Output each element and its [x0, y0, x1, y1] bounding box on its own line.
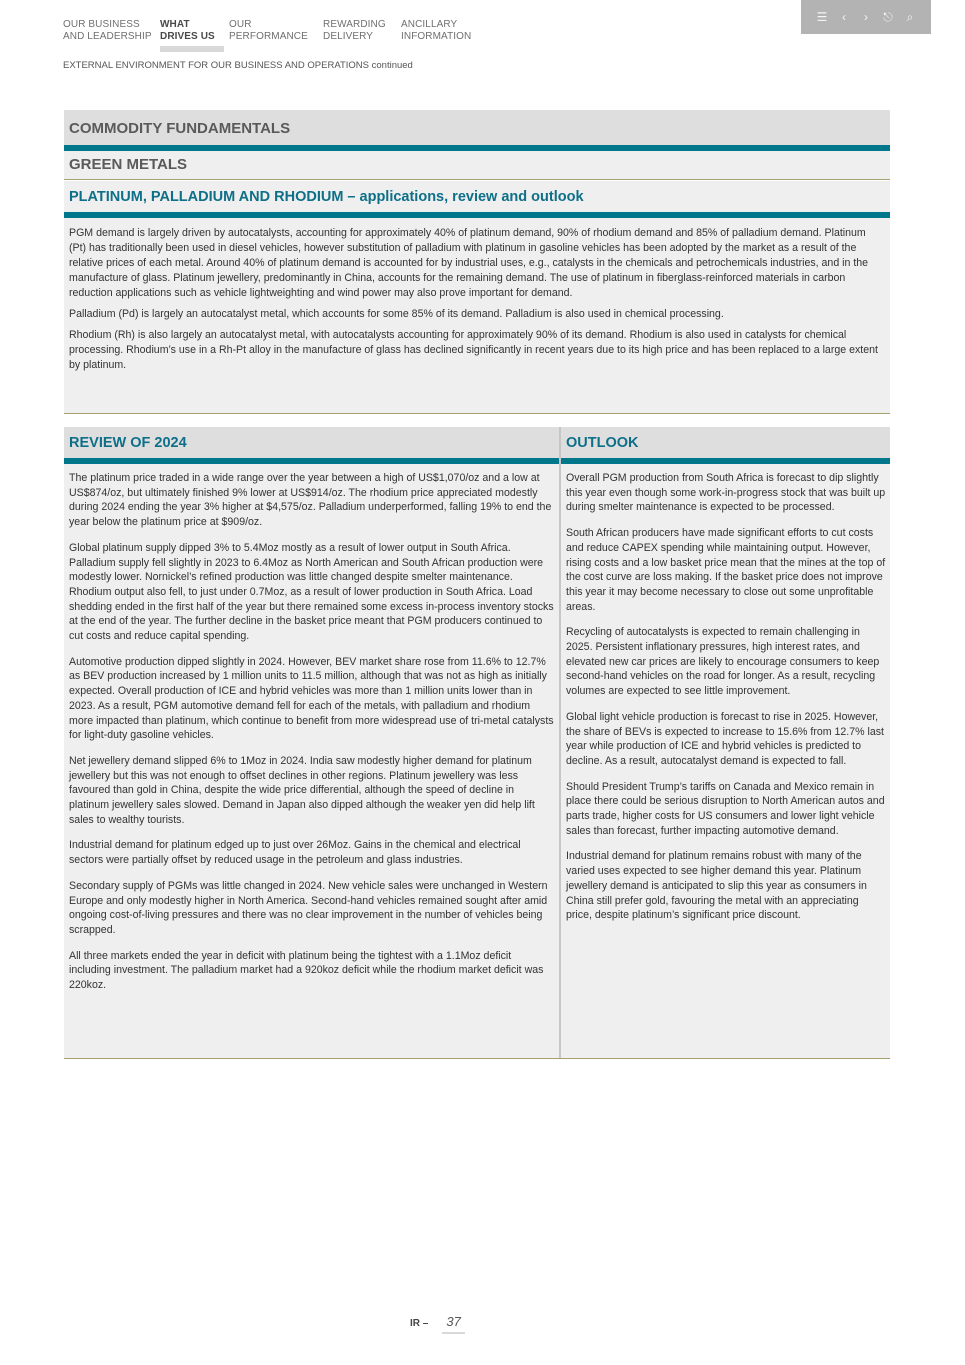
review-paragraph: The platinum price traded in a wide range over the year between a high of US$1,070/oz and a low at US$874/oz, but ultimately finished 9% lower at US$914/oz. The rhodium price appreciated modestly during 2024 ending the year 3% higher at $4,575/oz. Palladium underperformed, falling 19% to end the year below the platinum price at $909/oz. [69, 472, 552, 529]
nav-label-line1: WHAT [160, 19, 190, 30]
nav-label-line1: OUR BUSINESS [63, 19, 140, 30]
review-paragraph: All three markets ended the year in deficit with platinum being the tightest with a 1.1Moz deficit including investment. The palladium market had a 920koz deficit while the rhodium market deficit was 220koz. [69, 949, 544, 992]
nav-label-line2: DRIVES US [160, 31, 215, 42]
review-paragraph: Secondary supply of PGMs was little changed in 2024. New vehicle sales were unchanged in Western Europe and only modestly higher in North America. Second-hand vehicles remained sought after amid ongoing cost-of-living pressures and there was no clear improvement in the number of vehicles being scrapped. [69, 879, 548, 936]
outlook-heading: OUTLOOK [561, 427, 890, 458]
intro-text-box [64, 218, 890, 414]
nav-label-line1: REWARDING [323, 19, 386, 30]
section-subtitle: GREEN METALS [64, 151, 890, 180]
next-page-icon[interactable]: › [864, 10, 868, 24]
outlook-paragraph: South African producers have made significant efforts to cut costs and reduce CAPEX spending while maintaining output. However, rising costs and a low basket price mean that the mines at the top of the cost curve are loss making. If the basket price does not improve this year it may become necessary to close out some unprofitable areas. [566, 527, 886, 613]
intro-paragraph: Palladium (Pd) is largely an autocatalyst metal, which accounts for some 85% of its demand. Palladium is also used in chemical processing. [69, 308, 724, 320]
nav-label-line2: DELIVERY [323, 31, 374, 42]
section-heading: PLATINUM, PALLADIUM AND RHODIUM – applications, review and outlook [64, 181, 890, 212]
nav-label-line1: OUR [229, 19, 252, 30]
outlook-paragraph: Recycling of autocatalysts is expected to remain challenging in 2025. Persistent inflationary pressures, high interest rates, and elevated new car prices are likely to encourage consumers to keep second-hand vehicles on the road for longer. As a result, recycling volumes are expected to see little improvement. [566, 626, 880, 698]
exit-icon[interactable]: ⎋ [883, 10, 893, 24]
page-number: 37 [442, 1314, 464, 1334]
intro-paragraph: PGM demand is largely driven by autocatalysts, accounting for approximately 40% of platinum demand, 90% of rhodium demand and 85% of palladium demand. Platinum (Pt) has traditionally been used in diesel vehicles, however substitution of palladium with platinum in gasoline vehicles has been adopted by the market as a result of the relative prices of each metal. Around 40% of platinum demand is accounted for by industrial uses, e.g., catalysts in the chemicals and petrochemicals industries, and in the manufacture of glass. Platinum jewellery, predominantly in China, accounts for the remaining demand. The use of platinum in fiberglass-reinforced materials in carbon reduction applications such as vehicle lightweighting and wind power may also prove important for demand. [69, 227, 869, 299]
page-footer [410, 1314, 465, 1334]
nav-ancillary-information[interactable] [401, 19, 471, 43]
document-toolbar [801, 0, 931, 34]
review-paragraph: Net jewellery demand slipped 6% to 1Moz in 2024. India saw modestly higher demand for platinum jewellery but this was not enough to offset declines in other regions. Platinum jewellery was less favoured than gold in China, despite the wide price differential, although the speed of decline in platinum jewellery sales slowed. Demand in Japan also dipped although the weaker yen did help lift sales to wealthy tourists. [69, 754, 535, 826]
outlook-paragraph: Global light vehicle production is forecast to rise in 2025. However, the share of BEVs is expected to increase to 15.6% from 12.7% last year while production of ICE and hybrid vehicles is predicted to decline. As a result, autocatalyst demand is expected to fall. [566, 710, 884, 767]
review-heading: REVIEW OF 2024 [64, 427, 559, 458]
column-divider [559, 427, 561, 1059]
review-paragraph: Industrial demand for platinum edged up to just over 26Moz. Gains in the chemical and electrical sectors were partially offset by reduced usage in the petroleum and glass industries. [69, 839, 521, 867]
nav-what-drives-us[interactable] [160, 19, 215, 43]
breadcrumb: EXTERNAL ENVIRONMENT FOR OUR BUSINESS AND OPERATIONS continued [63, 60, 413, 71]
nav-rewarding-delivery[interactable] [323, 19, 386, 43]
outlook-paragraph: Should President Trump’s tariffs on Canada and Mexico remain in place there could be serious disruption to North American autos and parts trade, higher costs for US consumers and lower light vehicle sales than forecast, further impacting automotive demand. [566, 780, 885, 837]
nav-our-performance[interactable] [229, 19, 308, 43]
menu-icon[interactable]: ☰ [816, 10, 828, 24]
nav-label-line1: ANCILLARY [401, 19, 458, 30]
active-nav-indicator [160, 46, 224, 52]
columns-bottom-rule [64, 1058, 890, 1059]
report-label: IR – [410, 1318, 429, 1329]
nav-our-business[interactable] [63, 19, 152, 43]
nav-label-line2: INFORMATION [401, 31, 472, 42]
outlook-paragraph: Industrial demand for platinum remains robust with many of the varied uses expected to see higher demand this year. Platinum jewellery demand is anticipated to slip this year as consumers in China still prefer gold, favouring the metal with an appreciating price, despite platinum’s significant price discount. [566, 850, 867, 922]
review-paragraph: Automotive production dipped slightly in 2024. However, BEV market share rose from 11.6% to 12.7% as BEV production increased by 1 million units to 11.5 million, although that was not as high as initially expected. Overall production of ICE and hybrid vehicles was more than 1 million units lower than in 2023. As a result, PGM automotive demand fell for each of the metals, with palladium and rhodium more impacted than platinum, which continue to benefit from more widespread use of tri-metal catalysts for light-duty gasoline vehicles. [69, 655, 554, 742]
outlook-column [561, 464, 890, 1059]
nav-label-line2: AND LEADERSHIP [63, 31, 152, 42]
search-icon[interactable]: ⌕ [906, 10, 914, 24]
outlook-paragraph: Overall PGM production from South Africa is forecast to dip slightly this year even though some work-in-progress stock that was built up during smelter maintenance is expected to be processed. [566, 472, 886, 514]
review-column [64, 464, 559, 1059]
section-title: COMMODITY FUNDAMENTALS [64, 110, 890, 145]
intro-paragraph: Rhodium (Rh) is also largely an autocatalyst metal, with autocatalysts accounting for approximately 90% of its demand. Rhodium is also used in catalysts for chemical processing. Rhodium’s use in a Rh-Pt alloy in the manufacture of glass has declined significantly in recent years due to its high price and has been replaced to a large extent by platinum. [69, 329, 878, 371]
review-paragraph: Global platinum supply dipped 3% to 5.4Moz mostly as a result of lower output in South Africa. Palladium supply fell slightly in 2023 to 6.4Moz as North American and South African production were modestly lower. Nornickel’s refined production was little changed despite smelter maintenance. Rhodium output also fell, to just under 0.7Moz, as a result of lower production in South Africa. Load shedding ended in the first half of the year but there remained some excess in-process inventory stocks at the end of the year. The further decline in the basket price meant that PGM producers continued to cut costs and reduce capital spending. [69, 541, 554, 643]
previous-page-icon[interactable]: ‹ [842, 10, 846, 24]
nav-label-line2: PERFORMANCE [229, 31, 308, 42]
